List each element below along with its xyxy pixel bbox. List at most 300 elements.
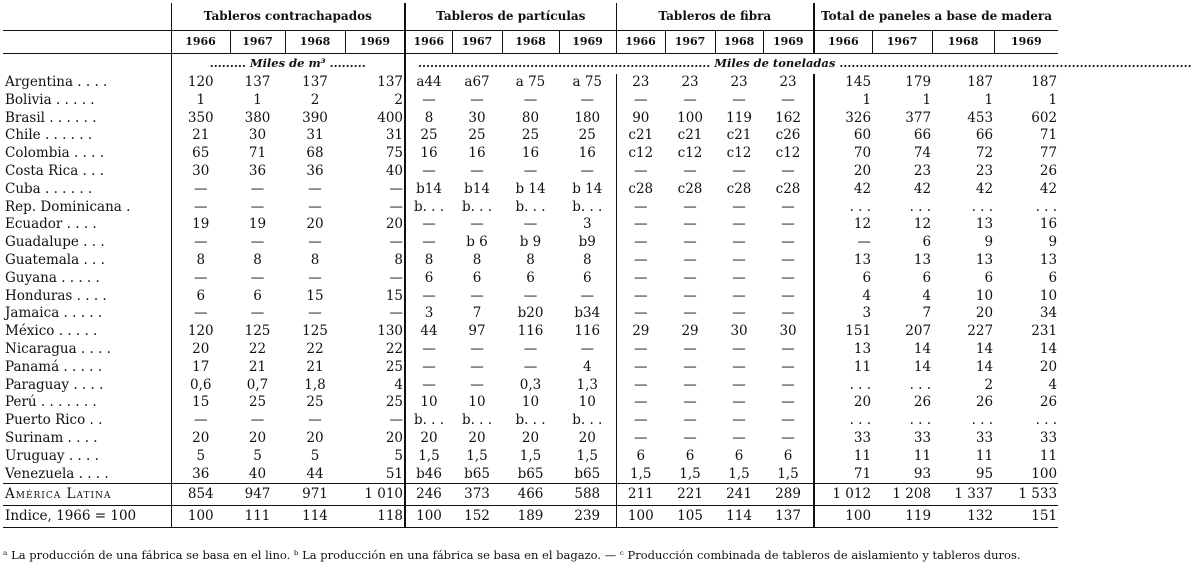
data-cell: — bbox=[683, 305, 697, 322]
footnote: ᵃ La producción de una fábrica se basa en el lino. ᵇ La producción en una fábrica se basa en el bagazo. — ᶜ Producción combinada de tableros de aislamiento y tableros duros. bbox=[3, 548, 1021, 562]
data-cell: — bbox=[732, 394, 746, 411]
stub-cell bbox=[3, 54, 171, 75]
data-cell: 137 bbox=[377, 74, 404, 90]
row-label: Guadalupe . . . bbox=[5, 234, 105, 251]
data-cell: — bbox=[308, 180, 322, 197]
row-label: Brasil . . . . . . bbox=[5, 109, 97, 126]
data-cell: 5 bbox=[253, 447, 262, 464]
year-header: 1967 bbox=[230, 31, 285, 54]
data-cell: 5 bbox=[171, 448, 230, 466]
data-cell: — bbox=[781, 412, 795, 429]
year-header: 1969 bbox=[559, 31, 616, 54]
table-row bbox=[3, 252, 1058, 270]
data-cell: — bbox=[616, 270, 665, 288]
data-cell: — bbox=[523, 91, 538, 108]
data-cell: — bbox=[389, 412, 404, 429]
table-row bbox=[3, 216, 1058, 234]
data-cell: 6 bbox=[472, 269, 482, 286]
data-cell: — bbox=[523, 340, 538, 357]
table-row bbox=[3, 394, 1058, 412]
data-cell: — bbox=[732, 251, 746, 268]
data-cell: b65 bbox=[574, 465, 601, 482]
data-cell: 854 bbox=[171, 484, 230, 506]
data-cell: — bbox=[470, 162, 484, 179]
data-cell: 42 bbox=[975, 180, 994, 197]
data-cell: 71 bbox=[1039, 127, 1058, 144]
data-cell: b46 bbox=[405, 466, 452, 484]
data-cell: 20 bbox=[306, 429, 324, 446]
data-cell: 588 bbox=[559, 484, 616, 506]
row-label: América Latina bbox=[3, 484, 171, 506]
data-cell: — bbox=[171, 412, 230, 430]
data-cell: 241 bbox=[715, 484, 763, 506]
data-cell: 8 bbox=[253, 251, 262, 268]
data-cell: — bbox=[683, 216, 697, 233]
data-cell: 51 bbox=[385, 465, 404, 482]
data-cell: 20 bbox=[814, 163, 872, 181]
data-cell: 30 bbox=[730, 323, 748, 340]
data-cell: 231 bbox=[1031, 323, 1058, 340]
data-cell: c21 bbox=[726, 127, 752, 144]
data-cell: 13 bbox=[814, 341, 872, 359]
data-cell: 34 bbox=[1039, 305, 1058, 322]
data-cell: — bbox=[781, 376, 795, 393]
data-cell: — bbox=[405, 234, 452, 252]
unit-row bbox=[3, 54, 1058, 75]
group-header-row bbox=[3, 3, 1058, 31]
data-cell: — bbox=[616, 377, 665, 395]
data-cell: 380 bbox=[244, 109, 271, 126]
data-cell: 20 bbox=[975, 305, 994, 322]
data-cell: 1,5 bbox=[728, 465, 750, 482]
data-cell: — bbox=[781, 269, 795, 286]
data-cell: 23 bbox=[913, 162, 932, 179]
data-cell: . . . bbox=[1035, 198, 1058, 215]
data-cell: 132 bbox=[932, 506, 994, 528]
data-cell: b. . . bbox=[461, 412, 493, 429]
data-cell: 31 bbox=[306, 127, 324, 144]
table-row bbox=[3, 448, 1058, 466]
data-cell: — bbox=[683, 234, 697, 251]
data-cell: — bbox=[405, 216, 452, 234]
data-cell: 70 bbox=[814, 145, 872, 163]
data-cell: 11 bbox=[913, 447, 932, 464]
data-cell: — bbox=[171, 270, 230, 288]
data-cell: — bbox=[781, 91, 795, 108]
data-cell: b. . . bbox=[405, 199, 452, 217]
data-cell: 10 bbox=[578, 394, 596, 411]
data-cell: . . . bbox=[909, 376, 932, 393]
data-cell: 95 bbox=[975, 465, 994, 482]
data-cell: — bbox=[683, 269, 697, 286]
data-cell: 130 bbox=[377, 323, 404, 340]
data-cell: 1,5 bbox=[679, 465, 701, 482]
data-cell: b. . . bbox=[461, 198, 493, 215]
data-cell: — bbox=[683, 251, 697, 268]
data-cell: — bbox=[683, 429, 697, 446]
data-cell: 14 bbox=[975, 340, 994, 357]
row-label: Rep. Dominicana . bbox=[5, 198, 131, 215]
data-cell: — bbox=[616, 163, 665, 181]
data-cell: — bbox=[616, 394, 665, 412]
data-cell: 125 bbox=[244, 323, 271, 340]
data-cell: — bbox=[732, 287, 746, 304]
data-cell: — bbox=[732, 198, 746, 215]
data-cell: 16 bbox=[1039, 216, 1058, 233]
data-cell: 377 bbox=[905, 109, 932, 126]
data-cell: b65 bbox=[517, 465, 544, 482]
row-label: Argentina . . . . bbox=[5, 74, 108, 90]
data-cell: 29 bbox=[681, 323, 699, 340]
data-cell: 65 bbox=[171, 145, 230, 163]
data-cell: 20 bbox=[578, 429, 596, 446]
data-cell: 189 bbox=[502, 506, 559, 528]
data-cell: 22 bbox=[248, 340, 267, 357]
data-cell: — bbox=[781, 251, 795, 268]
data-cell: 30 bbox=[468, 109, 486, 126]
data-cell: 26 bbox=[1039, 162, 1058, 179]
table-row bbox=[3, 359, 1058, 377]
data-cell: — bbox=[470, 376, 484, 393]
data-cell: 10 bbox=[975, 287, 994, 304]
data-cell: 8 bbox=[171, 252, 230, 270]
data-cell: 75 bbox=[385, 145, 404, 162]
year-header: 1968 bbox=[932, 31, 994, 54]
data-cell: — bbox=[616, 305, 665, 323]
data-cell: 5 bbox=[394, 447, 404, 464]
data-cell: 6 bbox=[253, 287, 262, 304]
data-cell: 111 bbox=[230, 506, 285, 528]
row-label: Guatemala . . . bbox=[5, 251, 105, 268]
data-cell: 20 bbox=[248, 429, 267, 446]
data-cell: b. . . bbox=[572, 198, 603, 215]
table-row bbox=[3, 234, 1058, 252]
data-cell: — bbox=[308, 269, 322, 286]
data-cell: — bbox=[389, 198, 404, 215]
data-cell: 6 bbox=[171, 288, 230, 306]
data-cell: 68 bbox=[306, 145, 324, 162]
data-cell: — bbox=[616, 430, 665, 448]
data-cell: 25 bbox=[306, 394, 324, 411]
data-cell: — bbox=[580, 340, 595, 357]
data-cell: 400 bbox=[377, 109, 404, 126]
data-cell: — bbox=[389, 234, 404, 251]
data-cell: — bbox=[580, 162, 595, 179]
data-cell: — bbox=[616, 199, 665, 217]
data-cell: 289 bbox=[763, 484, 814, 506]
data-cell: 77 bbox=[1039, 145, 1058, 162]
data-cell: 1,5 bbox=[777, 465, 799, 482]
data-cell: b. . . bbox=[515, 198, 546, 215]
data-cell: — bbox=[781, 162, 795, 179]
data-cell: 6 bbox=[526, 269, 535, 286]
data-cell: 13 bbox=[975, 216, 994, 233]
data-cell: 239 bbox=[559, 506, 616, 528]
table-row bbox=[3, 127, 1058, 145]
data-cell: 66 bbox=[975, 127, 994, 144]
data-cell: — bbox=[732, 358, 746, 375]
data-cell: a44 bbox=[405, 74, 452, 92]
data-cell: — bbox=[781, 340, 795, 357]
stub-header bbox=[3, 31, 171, 54]
data-cell: 29 bbox=[616, 323, 665, 341]
data-cell: 23 bbox=[779, 74, 797, 90]
data-cell: 11 bbox=[814, 359, 872, 377]
table-row bbox=[3, 199, 1058, 217]
data-cell: 19 bbox=[248, 216, 267, 233]
data-cell: a67 bbox=[464, 74, 490, 90]
data-cell: 30 bbox=[171, 163, 230, 181]
table-row bbox=[3, 341, 1058, 359]
data-cell: — bbox=[405, 92, 452, 110]
table-row bbox=[3, 484, 1058, 506]
row-label: Puerto Rico . . bbox=[5, 412, 103, 429]
data-cell: — bbox=[732, 376, 746, 393]
data-cell: — bbox=[683, 376, 697, 393]
data-cell: 36 bbox=[306, 162, 324, 179]
data-cell: — bbox=[523, 216, 538, 233]
data-cell: 80 bbox=[521, 109, 540, 126]
data-cell: b14 bbox=[405, 181, 452, 199]
data-cell: 207 bbox=[905, 323, 932, 340]
data-cell: 118 bbox=[345, 506, 405, 528]
row-label: Costa Rica . . . bbox=[5, 162, 104, 179]
table-row bbox=[3, 305, 1058, 323]
data-cell: . . . bbox=[814, 199, 872, 217]
data-cell: 42 bbox=[1039, 180, 1058, 197]
data-cell: 23 bbox=[975, 162, 994, 179]
data-cell: 23 bbox=[616, 74, 665, 92]
data-cell: 66 bbox=[913, 127, 932, 144]
data-cell: 100 bbox=[814, 506, 872, 528]
panel-production-table bbox=[3, 3, 1192, 528]
data-cell: 5 bbox=[310, 447, 320, 464]
data-cell: 211 bbox=[616, 484, 665, 506]
data-cell: 6 bbox=[616, 448, 665, 466]
row-label: Indice, 1966 = 100 bbox=[3, 506, 171, 528]
data-cell: 6 bbox=[783, 447, 793, 464]
data-cell: — bbox=[580, 91, 595, 108]
data-cell: 8 bbox=[526, 251, 535, 268]
table-row bbox=[3, 110, 1058, 128]
row-label: Guyana . . . . . bbox=[5, 269, 100, 286]
data-cell: 119 bbox=[726, 109, 752, 126]
data-cell: 227 bbox=[967, 323, 994, 340]
data-cell: 71 bbox=[248, 145, 267, 162]
data-cell: 8 bbox=[582, 251, 592, 268]
data-cell: 120 bbox=[171, 323, 230, 341]
data-cell: — bbox=[683, 394, 697, 411]
data-cell: 25 bbox=[385, 394, 404, 411]
data-cell: 116 bbox=[517, 323, 544, 340]
data-cell: 14 bbox=[975, 358, 994, 375]
data-cell: 42 bbox=[913, 180, 932, 197]
data-cell: 0,7 bbox=[246, 376, 269, 393]
data-cell: 90 bbox=[616, 110, 665, 128]
year-header: 1966 bbox=[616, 31, 665, 54]
data-cell: 466 bbox=[502, 484, 559, 506]
data-cell: — bbox=[732, 305, 746, 322]
data-cell: — bbox=[732, 91, 746, 108]
data-cell: 187 bbox=[1031, 74, 1058, 90]
data-cell: 326 bbox=[814, 110, 872, 128]
table-row bbox=[3, 74, 1058, 92]
data-cell: . . . bbox=[909, 412, 932, 429]
data-cell: 3 bbox=[814, 305, 872, 323]
data-cell: 100 bbox=[677, 109, 703, 126]
data-cell: c12 bbox=[726, 145, 752, 162]
data-cell: — bbox=[732, 429, 746, 446]
data-cell: — bbox=[781, 429, 795, 446]
data-cell: 12 bbox=[814, 216, 872, 234]
data-cell: — bbox=[308, 234, 322, 251]
data-cell: 40 bbox=[248, 465, 267, 482]
row-label: Panamá . . . . . bbox=[5, 358, 103, 375]
data-cell: 947 bbox=[230, 484, 285, 506]
row-label: Uruguay . . . . bbox=[5, 447, 99, 464]
data-cell: c28 bbox=[726, 180, 752, 197]
data-cell: 2 bbox=[310, 91, 320, 108]
data-cell: 3 bbox=[405, 305, 452, 323]
row-label: Honduras . . . . bbox=[5, 287, 107, 304]
year-header: 1969 bbox=[345, 31, 405, 54]
table-row bbox=[3, 288, 1058, 306]
data-cell: — bbox=[470, 358, 484, 375]
data-cell: b 14 bbox=[515, 180, 546, 197]
data-cell: 20 bbox=[1039, 358, 1058, 375]
data-cell: 145 bbox=[814, 74, 872, 92]
year-header: 1967 bbox=[872, 31, 932, 54]
data-cell: — bbox=[683, 412, 697, 429]
data-cell: 23 bbox=[730, 74, 748, 90]
data-cell: 6 bbox=[405, 270, 452, 288]
data-cell: b. . . bbox=[405, 412, 452, 430]
data-cell: 4 bbox=[922, 287, 932, 304]
row-label: México . . . . . bbox=[5, 323, 98, 340]
data-cell: — bbox=[732, 216, 746, 233]
data-cell: 25 bbox=[248, 394, 267, 411]
data-cell: 11 bbox=[814, 448, 872, 466]
data-cell: 15 bbox=[306, 287, 324, 304]
data-cell: 30 bbox=[779, 323, 797, 340]
data-cell: 6 bbox=[814, 270, 872, 288]
data-cell: 100 bbox=[1031, 465, 1058, 482]
data-cell: — bbox=[683, 198, 697, 215]
data-cell: 11 bbox=[975, 447, 994, 464]
data-cell: c28 bbox=[677, 180, 703, 197]
data-cell: — bbox=[683, 358, 697, 375]
data-cell: 971 bbox=[285, 484, 345, 506]
data-cell: — bbox=[171, 234, 230, 252]
table-row bbox=[3, 323, 1058, 341]
data-cell: 20 bbox=[171, 430, 230, 448]
year-header: 1967 bbox=[452, 31, 502, 54]
data-cell: — bbox=[250, 234, 265, 251]
data-cell: — bbox=[523, 358, 538, 375]
data-cell: 20 bbox=[468, 429, 486, 446]
data-cell: 137 bbox=[244, 74, 271, 90]
data-cell: 4 bbox=[582, 358, 592, 375]
data-cell: 373 bbox=[452, 484, 502, 506]
table-row bbox=[3, 145, 1058, 163]
data-cell: — bbox=[732, 412, 746, 429]
year-header: 1969 bbox=[763, 31, 814, 54]
data-cell: 20 bbox=[306, 216, 324, 233]
data-cell: 8 bbox=[394, 251, 404, 268]
data-cell: 1 337 bbox=[932, 484, 994, 506]
data-cell: 4 bbox=[814, 288, 872, 306]
data-cell: 187 bbox=[967, 74, 994, 90]
data-cell: 10 bbox=[1039, 287, 1058, 304]
row-label: Perú . . . . . . . bbox=[5, 394, 97, 411]
data-cell: — bbox=[732, 162, 746, 179]
data-cell: — bbox=[171, 305, 230, 323]
data-cell: — bbox=[250, 180, 265, 197]
data-cell: c12 bbox=[616, 145, 665, 163]
data-cell: — bbox=[405, 341, 452, 359]
data-cell: 36 bbox=[171, 466, 230, 484]
data-cell: 179 bbox=[905, 74, 932, 90]
year-header: 1968 bbox=[285, 31, 345, 54]
data-cell: 6 bbox=[984, 269, 994, 286]
data-cell: 6 bbox=[582, 269, 592, 286]
data-cell: — bbox=[308, 198, 322, 215]
data-cell: 26 bbox=[1039, 394, 1058, 411]
data-cell: — bbox=[732, 269, 746, 286]
data-cell: 17 bbox=[171, 359, 230, 377]
data-cell: — bbox=[470, 216, 484, 233]
data-cell: . . . bbox=[971, 412, 994, 429]
data-cell: 100 bbox=[405, 506, 452, 528]
data-cell: 7 bbox=[472, 305, 482, 322]
data-cell: 120 bbox=[171, 74, 230, 92]
data-cell: 9 bbox=[984, 234, 994, 251]
data-cell: 14 bbox=[1039, 340, 1058, 357]
data-cell: — bbox=[580, 287, 595, 304]
data-cell: 40 bbox=[385, 162, 404, 179]
data-cell: 71 bbox=[814, 466, 872, 484]
data-cell: 1,5 bbox=[466, 447, 488, 464]
row-label: Nicaragua . . . . bbox=[5, 340, 111, 357]
data-cell: 10 bbox=[468, 394, 486, 411]
row-label: Paraguay . . . . bbox=[5, 376, 104, 393]
data-cell: 12 bbox=[913, 216, 932, 233]
data-cell: 8 bbox=[472, 251, 482, 268]
data-cell: 13 bbox=[1039, 251, 1058, 268]
data-cell: 8 bbox=[405, 110, 452, 128]
data-cell: — bbox=[616, 234, 665, 252]
data-cell: 74 bbox=[913, 145, 932, 162]
data-cell: — bbox=[683, 287, 697, 304]
data-cell: 114 bbox=[285, 506, 345, 528]
data-cell: 26 bbox=[975, 394, 994, 411]
data-cell: 1,5 bbox=[405, 448, 452, 466]
unit-plywood: ......... Miles de m³ ......... bbox=[171, 54, 405, 75]
data-cell: 125 bbox=[302, 323, 328, 340]
data-cell: — bbox=[616, 359, 665, 377]
data-cell: 33 bbox=[1039, 429, 1058, 446]
data-cell: 390 bbox=[302, 109, 328, 126]
data-cell: 1 bbox=[984, 91, 994, 108]
data-cell: 8 bbox=[310, 251, 320, 268]
row-label: Ecuador . . . . bbox=[5, 216, 97, 233]
data-cell: 33 bbox=[913, 429, 932, 446]
data-cell: 30 bbox=[248, 127, 267, 144]
data-cell: 10 bbox=[521, 394, 540, 411]
data-cell: b. . . bbox=[572, 412, 603, 429]
data-cell: 1,5 bbox=[616, 466, 665, 484]
data-cell: . . . bbox=[1035, 412, 1058, 429]
